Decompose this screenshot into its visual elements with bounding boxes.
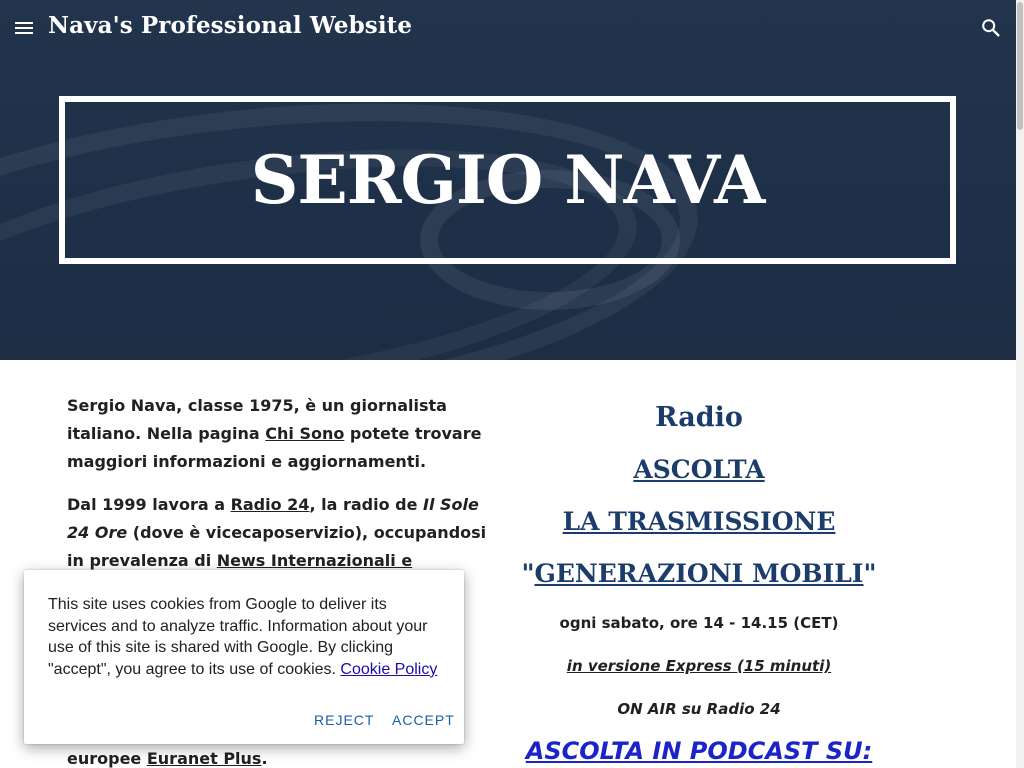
radio24-link[interactable]: Radio 24: [230, 495, 310, 514]
text: , la radio de: [309, 495, 424, 514]
cookie-message: [48, 594, 444, 680]
ascolta-link[interactable]: ASCOLTA: [633, 455, 765, 484]
cookie-text: This site uses cookies from Google to deliver its services and to analyze traffic. Information about your use of this site is shared with Google. By clicking "accept", you agree to its use of cookies.: [48, 596, 428, 678]
euranet-plus-link[interactable]: Euranet Plus: [146, 749, 262, 768]
menu-icon[interactable]: [12, 16, 36, 40]
chi-sono-link[interactable]: Chi Sono: [265, 424, 345, 443]
text: (dove è vicecaposervizio), occupandosi in prevalenza di: [67, 523, 487, 570]
podcast-link[interactable]: ASCOLTA IN PODCAST SU:: [525, 737, 873, 765]
intro-paragraph: [67, 392, 492, 476]
quote: ": [863, 559, 877, 588]
il-sole-24-ore: Il Sole 24 Ore: [67, 495, 479, 542]
generazioni-mobili-line: [520, 556, 878, 592]
text: europee: [67, 749, 147, 768]
generazioni-mobili-link[interactable]: GENERAZIONI MOBILI: [534, 559, 864, 588]
scrollbar[interactable]: [1016, 0, 1024, 768]
hero-title: SERGIO NAVA: [250, 141, 765, 219]
on-air-text: ON AIR su Radio 24: [617, 700, 781, 718]
news-internazionali-link[interactable]: News Internazionali e: [216, 551, 413, 570]
hero-title-box: [59, 96, 956, 264]
scrollbar-thumb[interactable]: [1017, 2, 1023, 130]
search-icon[interactable]: [980, 17, 1002, 39]
hero-banner: [0, 0, 1016, 360]
cookie-policy-link[interactable]: Cookie Policy: [340, 660, 438, 678]
express-link[interactable]: in versione Express (15 minuti): [566, 657, 832, 675]
accept-button[interactable]: ACCEPT: [392, 712, 455, 728]
cookie-dialog: [24, 570, 464, 744]
quote: ": [521, 559, 535, 588]
radio-heading: Radio: [655, 402, 743, 433]
text: .: [261, 749, 268, 768]
site-title[interactable]: Nava's Professional Website: [48, 12, 413, 39]
radio-section: [520, 400, 878, 766]
text: Sergio Nava, classe 1975, è un giornalista italiano. Nella pagina: [67, 396, 447, 443]
reject-button[interactable]: REJECT: [314, 712, 375, 728]
schedule-text: ogni sabato, ore 14 - 14.15 (CET): [559, 614, 839, 632]
text: potete trovare maggiori informazioni e aggiornamenti.: [67, 424, 482, 471]
top-bar: [0, 0, 1016, 56]
euranet-line: [67, 745, 492, 768]
text: Dal 1999 lavora a: [67, 495, 231, 514]
trasmissione-link[interactable]: LA TRASMISSIONE: [562, 507, 836, 536]
